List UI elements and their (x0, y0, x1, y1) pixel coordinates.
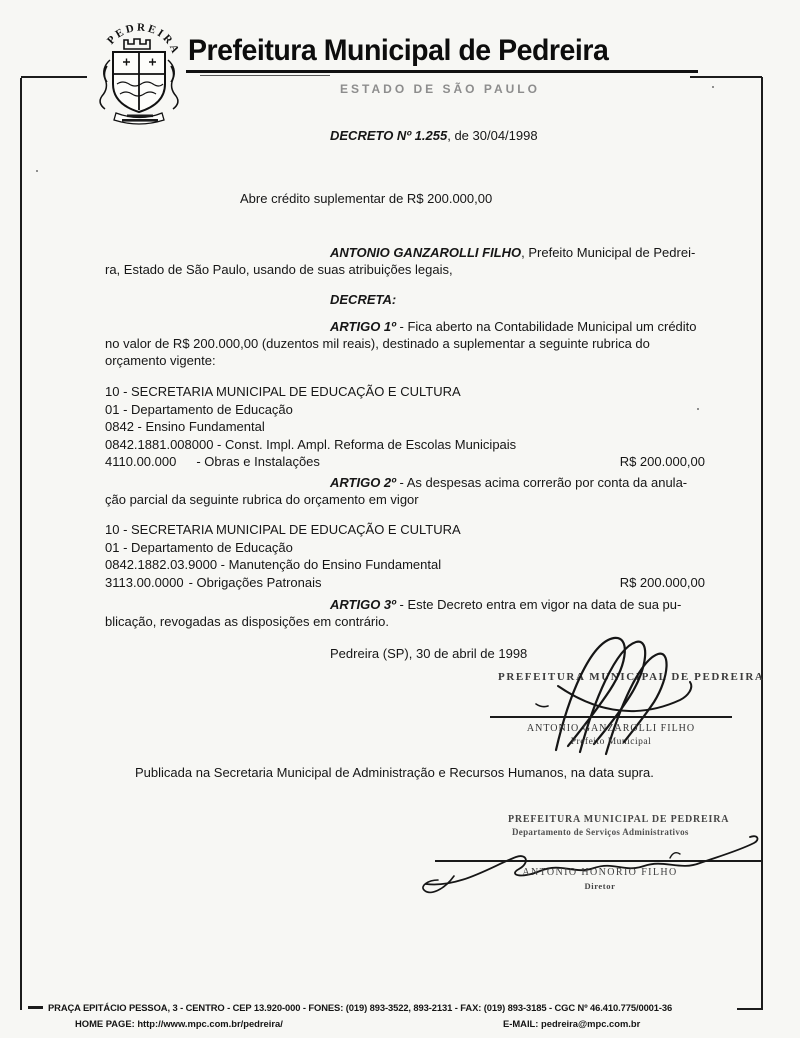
article-3-line2: blicação, revogadas as disposições em contrário. (105, 614, 389, 629)
city-crest (94, 18, 186, 131)
article-1 (105, 318, 705, 369)
budget1-label: - Obras e Instalações (196, 454, 320, 469)
budget2-programa: 0842.1882.03.9000 - Manutenção do Ensino Fundamental (105, 557, 442, 572)
budget1-code: 4110.00.000 (105, 454, 177, 469)
article-3 (105, 596, 705, 630)
signature1-name: ANTONIO GANZAROLLI FILHO (526, 723, 696, 734)
budget1-projeto: 0842.1881.008000 - Const. Impl. Ampl. Reforma de Escolas Municipais (105, 436, 517, 452)
crest-arc-text: PEDREIRA (105, 21, 182, 58)
budget2-amount-row (105, 574, 705, 592)
article-2-line2: ção parcial da seguinte rubrica do orçamento em vigor (105, 492, 419, 507)
footer-address-line: PRAÇA EPITÁCIO PESSOA, 3 - CENTRO - CEP 13.920-000 - FONES: (019) 893-3522, 893-2131 - FAX: (019) 893-3185 - CGC Nº 46.410.775/0001-36 (48, 1002, 673, 1013)
budget2-secretaria: 10 - SECRETARIA MUNICIPAL DE EDUCAÇÃO E CULTURA (105, 522, 461, 537)
article-3-line1: - Este Decreto entra em vigor na data de sua pu- (395, 597, 682, 612)
budget-block-2 (105, 521, 705, 591)
decree-date: , de 30/04/1998 (447, 128, 538, 143)
title-underline-echo (200, 75, 330, 76)
state-subtitle: ESTADO DE SÃO PAULO (340, 82, 540, 96)
stamp2-line2: Departamento de Serviços Administrativos (512, 827, 689, 837)
scan-border-top-right (690, 76, 762, 78)
decree-summary: Abre crédito suplementar de R$ 200.000,00 (240, 191, 493, 206)
signature1-role: Prefeito Municipal (570, 737, 652, 747)
preamble-line2: ra, Estado de São Paulo, usando de suas atribuições legais, (105, 262, 453, 277)
decree-number: DECRETO Nº 1.255 (330, 128, 448, 143)
article-2-line1: - As despesas acima correrão por conta da anula- (395, 475, 688, 490)
budget1-programa: 0842 - Ensino Fundamental (105, 419, 265, 434)
dateline: Pedreira (SP), 30 de abril de 1998 (330, 646, 528, 661)
preamble-line1: , Prefeito Municipal de Pedrei- (521, 245, 696, 260)
mayor-name: ANTONIO GANZAROLLI FILHO (330, 245, 522, 260)
signature2-name: ANTONIO HONORIO FILHO (522, 867, 678, 878)
article-2 (105, 474, 705, 508)
crest-flourish-left (100, 60, 110, 109)
publication-note: Publicada na Secretaria Municipal de Administração e Recursos Humanos, na data supra. (135, 765, 654, 780)
scan-border-footer-dash (28, 1006, 43, 1009)
signature1-rule (490, 716, 732, 718)
budget1-value: R$ 200.000,00 (619, 454, 705, 469)
scan-border-left (20, 78, 22, 1010)
crest-crown (124, 39, 150, 49)
article-1-line2: no valor de R$ 200.000,00 (duzentos mil reais), destinado a suplementar a seguinte rubrica do (105, 336, 650, 351)
director-signature (420, 824, 770, 904)
budget2-label: - Obrigações Patronais (188, 574, 322, 590)
page-title: Prefeitura Municipal de Pedreira (188, 34, 609, 67)
scan-noise-dot (36, 170, 38, 172)
budget1-amount-row (105, 453, 705, 471)
scan-border-top-left (21, 76, 87, 78)
signature2-role: Diretor (584, 881, 616, 891)
article-1-line3: orçamento vigente: (105, 353, 216, 368)
stamp1-text: PREFEITURA MUNICIPAL DE PEDREIRA (498, 671, 765, 683)
preamble-paragraph (105, 244, 705, 278)
article-1-line1: - Fica aberto na Contabilidade Municipal um crédito (395, 319, 697, 334)
footer-homepage: HOME PAGE: http://www.mpc.com.br/pedreira/ (75, 1018, 283, 1029)
article-1-lead: ARTIGO 1º (330, 319, 396, 334)
crest-flourish-right (168, 60, 178, 109)
article-2-lead: ARTIGO 2º (330, 475, 396, 490)
article-3-lead: ARTIGO 3º (330, 597, 396, 612)
stamp2-line1: PREFEITURA MUNICIPAL DE PEDREIRA (508, 814, 730, 825)
decree-number-line (330, 127, 538, 144)
footer-email: E-MAIL: pedreira@mpc.com.br (503, 1018, 641, 1029)
budget1-departamento: 01 - Departamento de Educação (105, 401, 293, 417)
signature2-rule (435, 860, 763, 862)
budget2-code: 3113.00.0000 (105, 574, 184, 590)
budget2-value: R$ 200.000,00 (619, 574, 705, 590)
budget2-departamento: 01 - Departamento de Educação (105, 539, 293, 555)
decreta-heading: DECRETA: (330, 292, 397, 307)
scan-noise-dot (712, 86, 714, 88)
budget1-secretaria: 10 - SECRETARIA MUNICIPAL DE EDUCAÇÃO E CULTURA (105, 384, 461, 399)
budget-block-1 (105, 383, 705, 471)
title-underline (186, 70, 698, 73)
